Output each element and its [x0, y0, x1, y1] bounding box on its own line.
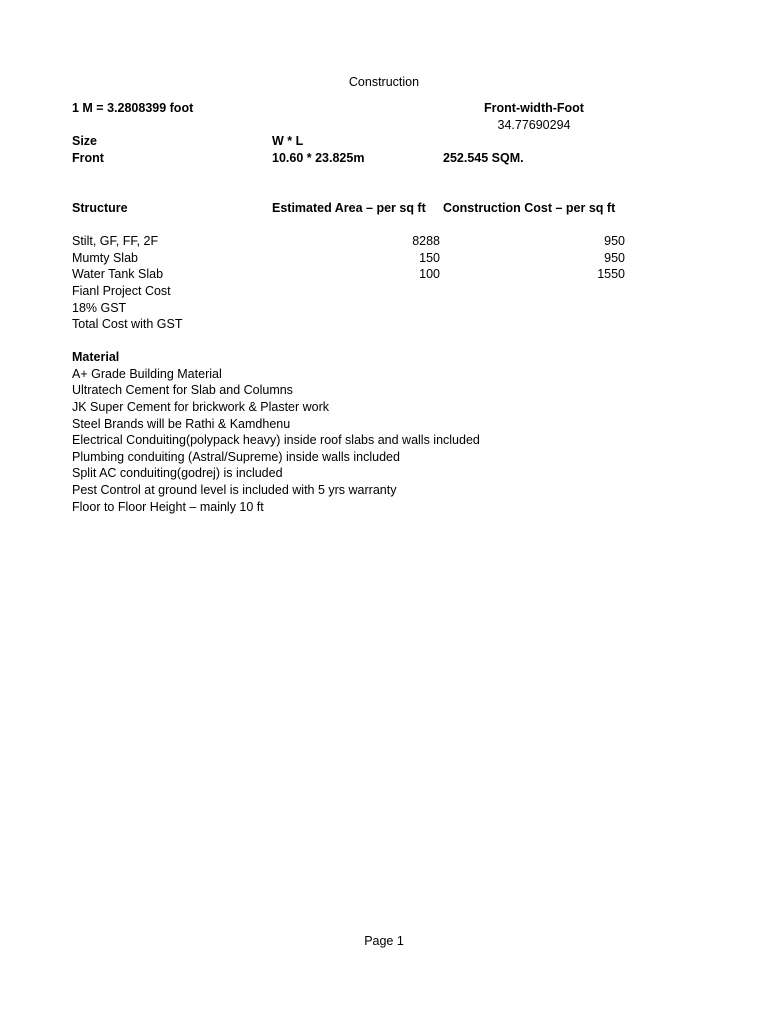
material-heading: Material: [72, 350, 120, 364]
page-title: Construction: [348, 75, 420, 89]
row-name: Total Cost with GST: [72, 317, 183, 331]
row-area: 150: [419, 251, 440, 265]
row-name: Mumty Slab: [72, 251, 138, 265]
page-number: Page 1: [364, 934, 404, 948]
row-area: 100: [419, 267, 440, 281]
row-area: 8288: [412, 234, 440, 248]
size-label: Size: [72, 134, 98, 148]
wl-label: W * L: [272, 134, 304, 148]
row-cost: 950: [604, 234, 625, 248]
front-width-label: Front-width-Foot: [484, 101, 584, 115]
front-dims: 10.60 * 23.825m: [272, 151, 365, 165]
cost-header: Construction Cost – per sq ft: [443, 201, 616, 215]
row-cost: 1550: [597, 267, 625, 281]
row-name: Stilt, GF, FF, 2F: [72, 234, 159, 248]
list-item: Plumbing conduiting (Astral/Supreme) inside walls included: [72, 450, 400, 464]
list-item: Pest Control at ground level is included with 5 yrs warranty: [72, 483, 397, 497]
row-name: Fianl Project Cost: [72, 284, 171, 298]
list-item: Steel Brands will be Rathi & Kamdhenu: [72, 417, 291, 431]
list-item: JK Super Cement for brickwork & Plaster work: [72, 400, 330, 414]
front-label: Front: [72, 151, 104, 165]
structure-header: Structure: [72, 201, 128, 215]
area-header: Estimated Area – per sq ft: [272, 201, 426, 215]
front-area: 252.545 SQM.: [443, 151, 524, 165]
list-item: A+ Grade Building Material: [72, 367, 222, 381]
list-item: Electrical Conduiting(polypack heavy) inside roof slabs and walls included: [72, 433, 480, 447]
conversion-label: 1 M = 3.2808399 foot: [72, 101, 194, 115]
list-item: Floor to Floor Height – mainly 10 ft: [72, 500, 264, 514]
row-name: Water Tank Slab: [72, 267, 164, 281]
list-item: Ultratech Cement for Slab and Columns: [72, 383, 293, 397]
row-name: 18% GST: [72, 301, 127, 315]
list-item: Split AC conduiting(godrej) is included: [72, 466, 283, 480]
front-width-value: 34.77690294: [497, 118, 571, 132]
row-cost: 950: [604, 251, 625, 265]
